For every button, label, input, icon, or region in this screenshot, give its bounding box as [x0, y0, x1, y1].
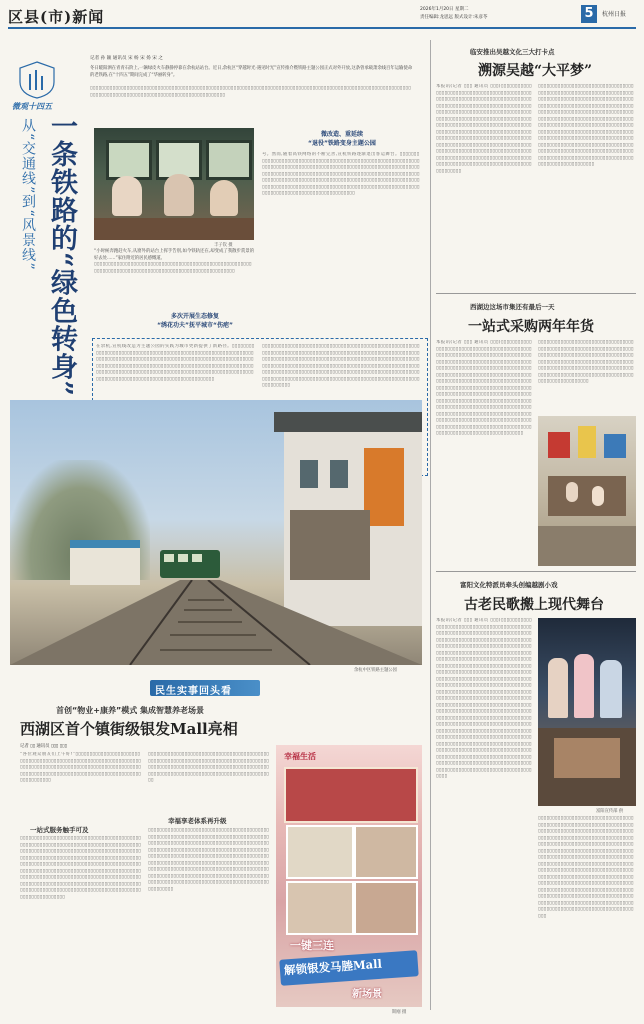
mall-kicker: 首创“物业+康养”模式 集成智慧养老场景 — [56, 706, 205, 715]
mall-poster-top: 幸福生活 — [284, 751, 316, 761]
feature-col1-cont: ▯▯▯▯▯▯▯▯▯▯▯▯▯▯▯▯▯▯▯▯▯▯▯▯▯▯▯▯▯▯▯▯▯▯▯▯▯▯▯▯▯▯▯▯▯▯▯▯▯▯▯▯▯▯▯▯▯▯▯▯▯▯▯▯▯▯▯▯▯▯▯▯▯▯▯▯▯▯▯▯▯▯▯▯▯▯▯▯▯▯▯▯▯▯▯▯▯▯▯▯▯▯▯▯▯▯ — [94, 262, 252, 274]
right1-rule — [436, 293, 636, 294]
header-date: 2026年1月20日 星期二 — [420, 7, 469, 12]
right1-title: 溯源吴越“大平梦” — [478, 63, 593, 79]
right2-photo-market — [538, 416, 636, 566]
mall-byline: 记者 ▯▯ 通讯员 ▯▯▯ ▯▯▯ — [20, 744, 67, 749]
section-title: 区县(市)新闻 — [8, 8, 105, 26]
feature-photo-railway — [10, 400, 422, 665]
feature-lead-cont: ▯▯▯▯▯▯▯▯▯▯▯▯▯▯▯▯▯▯▯▯▯▯▯▯▯▯▯▯▯▯▯▯▯▯▯▯▯▯▯▯▯▯▯▯▯▯▯▯▯▯▯▯▯▯▯▯▯▯▯▯▯▯▯▯▯▯▯▯▯▯▯▯▯▯▯▯▯▯▯▯▯▯▯▯▯▯▯▯▯▯▯▯▯▯▯▯▯▯▯▯▯▯▯▯▯▯▯▯▯▯▯▯▯▯▯▯▯▯▯▯▯▯▯▯▯▯▯▯▯▯▯▯▯▯▯▯▯▯▯▯▯▯▯▯▯▯▯▯▯▯▯▯▯▯▯▯▯▯▯▯▯▯ — [90, 86, 412, 98]
feature-col2-text: 在余杭,宣杭线改造为主题公园的实践为城市更新提供了新路径。▯▯▯▯▯▯▯▯▯▯▯▯▯▯▯▯▯▯▯▯▯▯▯▯▯▯▯▯▯▯▯▯▯▯▯▯▯▯▯▯▯▯▯▯▯▯▯▯▯▯▯▯▯▯▯▯▯▯▯▯▯▯▯▯▯▯▯▯▯▯▯▯▯▯▯▯▯▯▯▯▯▯▯▯▯▯▯▯▯▯▯▯▯▯▯▯▯▯▯▯▯▯▯▯▯▯▯▯▯▯▯▯▯▯▯▯▯▯▯▯▯▯▯▯▯▯▯▯▯▯▯▯▯▯▯▯▯▯▯▯▯▯▯▯▯▯▯▯▯▯▯▯▯▯▯▯▯▯▯▯▯▯▯▯▯▯▯▯▯▯▯▯▯▯▯▯▯▯▯▯▯▯▯▯▯▯▯▯▯▯▯▯▯▯▯▯▯▯▯▯▯▯▯▯▯▯▯▯▯▯▯▯▯▯▯▯▯▯▯▯▯▯▯▯▯▯▯▯▯▯▯▯▯▯▯▯▯▯▯▯▯▯▯▯▯▯▯▯▯▯▯▯▯▯▯▯▯▯▯▯▯▯▯▯▯▯▯▯▯▯▯▯▯▯ — [96, 344, 255, 382]
header-rule — [8, 27, 636, 29]
mall-subhead-2: 幸福享老体系再升级 — [168, 817, 227, 825]
right2-col1-text: 本报讯(记者 ▯▯▯ 通讯员 ▯▯▯)▯▯▯▯▯▯▯▯▯▯▯▯▯▯▯▯▯▯▯▯▯▯▯▯▯▯▯▯▯▯▯▯▯▯▯▯▯▯▯▯▯▯▯▯▯▯▯▯▯▯▯▯▯▯▯▯▯▯▯▯▯▯▯▯▯▯▯▯▯▯▯▯▯▯▯▯▯▯▯▯▯▯▯▯▯▯▯▯▯▯▯▯▯▯▯▯▯▯▯▯▯▯▯▯▯▯▯▯▯▯▯▯▯▯▯▯▯▯▯▯▯▯▯▯▯▯▯▯▯▯▯▯▯▯▯▯▯▯▯▯▯▯▯▯▯▯▯▯▯▯▯▯▯▯▯▯▯▯▯▯▯▯▯▯▯▯▯▯▯▯▯▯▯▯▯▯▯▯▯▯▯▯▯▯▯▯▯▯▯▯▯▯▯▯▯▯▯▯▯▯▯▯▯▯▯▯▯▯▯▯▯▯▯▯▯▯▯▯▯▯▯▯▯▯▯▯▯▯▯▯▯▯▯▯▯▯▯▯▯▯▯▯▯▯▯▯▯▯▯▯▯▯▯▯▯▯▯▯▯▯▯▯▯▯▯▯▯▯▯▯▯▯▯▯▯▯▯▯▯▯▯▯▯▯▯▯▯▯▯▯▯▯▯▯▯▯▯▯▯▯▯▯▯▯▯▯▯▯▯▯▯▯▯▯▯▯▯▯▯▯▯▯▯▯▯▯▯▯▯▯▯▯▯▯▯▯▯▯▯▯▯▯▯▯▯▯▯▯▯▯▯▯▯▯▯▯▯▯▯▯▯▯▯▯▯▯▯▯▯▯▯▯▯▯▯▯▯▯▯▯▯▯▯▯▯▯▯▯▯▯▯▯▯▯▯▯▯▯▯▯▯▯▯▯▯▯▯▯▯▯▯▯▯▯▯▯▯▯▯▯▯▯▯▯▯▯▯▯▯▯▯▯▯▯▯▯▯▯▯▯▯▯▯▯▯▯▯▯▯▯▯▯▯▯▯▯▯▯▯▯▯▯▯▯▯▯▯▯▯▯▯▯▯▯▯▯▯▯▯▯▯▯▯▯ — [436, 340, 532, 436]
right3-title: 古老民歌搬上现代舞台 — [464, 597, 604, 613]
right2-kicker: 西湖边这场市集还有最后一天 — [470, 303, 555, 311]
railway-track-icon — [10, 580, 422, 665]
right3-photo-opera — [538, 618, 636, 806]
right-divider — [430, 40, 431, 1010]
feature-col3-text: ▯▯▯▯▯▯▯▯▯▯▯▯▯▯▯▯▯▯▯▯▯▯▯▯▯▯▯▯▯▯▯▯▯▯▯▯▯▯▯▯▯▯▯▯▯▯▯▯▯▯▯▯▯▯▯▯▯▯▯▯▯▯▯▯▯▯▯▯▯▯▯▯▯▯▯▯▯▯▯▯▯▯▯▯▯▯▯▯▯▯▯▯▯▯▯▯▯▯▯▯▯▯▯▯▯▯▯▯▯▯▯▯▯▯▯▯▯▯▯▯▯▯▯▯▯▯▯▯▯▯▯▯▯▯▯▯▯▯▯▯▯▯▯▯▯▯▯▯▯▯▯▯▯▯▯▯▯▯▯▯▯▯▯▯▯▯▯▯▯▯▯▯▯▯▯▯▯▯▯▯▯▯▯▯▯▯▯▯▯▯▯▯▯▯▯▯▯▯▯▯▯▯▯▯▯▯▯▯▯▯▯▯▯▯▯▯▯▯▯▯▯▯▯▯▯▯▯▯▯▯▯▯▯▯▯▯▯▯▯▯▯▯▯▯▯▯▯▯▯▯▯▯▯▯▯▯▯▯▯▯▯▯▯▯▯▯▯▯▯▯▯▯▯▯▯▯▯▯▯▯▯▯▯▯▯▯▯▯▯▯▯▯▯▯▯▯▯▯▯▯▯▯▯▯▯▯▯▯▯▯▯▯▯▯▯▯▯▯▯▯▯▯▯▯▯▯▯▯▯▯▯▯▯▯▯▯▯▯▯▯▯▯▯▯▯▯ — [262, 344, 420, 388]
mall-poster-sub: 新场景 — [352, 989, 382, 1000]
feature-subhead-1: 微改造、重延续 “退役”铁路变身主题公园 — [308, 131, 376, 147]
right3-kicker: 富阳文化特派员牵头创编越剧小戏 — [460, 581, 558, 589]
mall-poster-main: 解锁银发马塍Mall — [283, 956, 383, 978]
feature-vertical-title: 一条铁路的“绿色转身” — [46, 112, 77, 398]
header-editors: 责任编辑:龙思远 版式设计:朱彦苓 — [420, 15, 488, 20]
feature-vertical-subtitle: 从“交通线”到“风景线” — [20, 118, 36, 271]
right3-col2-text: ▯▯▯▯▯▯▯▯▯▯▯▯▯▯▯▯▯▯▯▯▯▯▯▯▯▯▯▯▯▯▯▯▯▯▯▯▯▯▯▯▯▯▯▯▯▯▯▯▯▯▯▯▯▯▯▯▯▯▯▯▯▯▯▯▯▯▯▯▯▯▯▯▯▯▯▯▯▯▯▯▯▯▯▯▯▯▯▯▯▯▯▯▯▯▯▯▯▯▯▯▯▯▯▯▯▯▯▯▯▯▯▯▯▯▯▯▯▯▯▯▯▯▯▯▯▯▯▯▯▯▯▯▯▯▯▯▯▯▯▯▯▯▯▯▯▯▯▯▯▯▯▯▯▯▯▯▯▯▯▯▯▯▯▯▯▯▯▯▯▯▯▯▯▯▯▯▯▯▯▯▯▯▯▯▯▯▯▯▯▯▯▯▯▯▯▯▯▯▯▯▯▯▯▯▯▯▯▯▯▯▯▯▯▯▯▯▯▯▯▯▯▯▯▯▯▯▯▯▯▯▯▯▯▯▯▯▯▯▯▯▯▯▯▯▯▯▯▯▯▯▯▯▯▯▯▯▯▯▯▯▯▯▯▯▯▯▯▯▯▯▯▯▯▯▯▯▯▯▯▯▯▯▯▯▯▯▯▯▯▯▯▯▯▯▯▯▯▯▯▯▯▯▯▯▯▯▯▯▯▯▯▯▯▯▯▯▯▯▯▯▯▯▯▯▯▯▯▯▯▯▯▯▯▯▯▯▯▯▯▯▯▯▯▯▯▯▯▯▯▯▯▯▯▯▯▯▯▯▯▯▯▯▯▯▯▯▯▯▯▯▯▯▯▯▯▯▯▯▯▯▯▯▯▯▯▯▯▯▯▯▯▯▯▯▯▯▯▯▯▯▯▯▯▯▯▯▯▯▯▯▯▯▯▯▯▯▯▯▯▯▯▯▯▯▯▯▯▯▯▯▯▯▯▯▯▯▯▯▯▯▯▯▯▯▯▯▯▯▯▯▯▯▯▯▯▯▯▯▯▯▯▯▯▯▯▯▯▯▯▯▯▯▯▯▯▯▯▯▯▯▯▯▯▯▯▯▯▯▯▯▯▯▯▯▯▯▯▯▯▯▯▯▯▯▯▯▯▯▯▯▯▯▯ — [538, 816, 634, 919]
feature-lead: 冬日暖阳洒在青青石阶上,一辆绿皮火车静静停靠在余杭站站台。近日,余杭区“穿越时光·遇见时光”宣传推介暨铁路主题公园正式对外开放,这条曾承载萧余线百年运输使命的老铁路,在“十四五”期间完成了“华丽转身”。 — [90, 66, 412, 78]
feature-photo-credit: 丰子钦 摄 — [214, 243, 233, 248]
feature-logo — [14, 60, 60, 100]
paper-name: 杭州日报 — [602, 11, 627, 18]
feature-logo-text: 微观十四五 — [12, 102, 52, 111]
page-number: 5 — [581, 5, 597, 23]
feature-subhead-2: 多次开展生态修复 “绣花功夫”抚平城市“伤疤” — [157, 313, 233, 329]
mall-col2-text: ▯▯▯▯▯▯▯▯▯▯▯▯▯▯▯▯▯▯▯▯▯▯▯▯▯▯▯▯▯▯▯▯▯▯▯▯▯▯▯▯▯▯▯▯▯▯▯▯▯▯▯▯▯▯▯▯▯▯▯▯▯▯▯▯▯▯▯▯▯▯▯▯▯▯▯▯▯▯▯▯▯▯▯▯▯▯▯▯▯▯▯▯▯▯▯▯▯▯▯▯▯▯▯▯▯▯▯▯▯▯▯▯▯▯▯▯▯▯▯▯▯▯▯▯▯▯▯▯▯▯▯▯▯▯▯▯▯▯▯▯▯▯▯▯▯▯▯▯▯▯▯▯▯▯▯▯▯▯▯▯▯▯▯▯▯▯▯▯▯▯▯▯▯▯ — [148, 752, 270, 783]
mall-poster-mid: 一键三连 — [290, 939, 334, 952]
right2-title: 一站式采购两年年货 — [468, 319, 594, 335]
mall-subhead-1: 一站式服务触手可及 — [30, 826, 89, 834]
right1-kicker: 临安推出吴越文化三大打卡点 — [470, 48, 555, 56]
mall-col1-text-2: ▯▯▯▯▯▯▯▯▯▯▯▯▯▯▯▯▯▯▯▯▯▯▯▯▯▯▯▯▯▯▯▯▯▯▯▯▯▯▯▯▯▯▯▯▯▯▯▯▯▯▯▯▯▯▯▯▯▯▯▯▯▯▯▯▯▯▯▯▯▯▯▯▯▯▯▯▯▯▯▯▯▯▯▯▯▯▯▯▯▯▯▯▯▯▯▯▯▯▯▯▯▯▯▯▯▯▯▯▯▯▯▯▯▯▯▯▯▯▯▯▯▯▯▯▯▯▯▯▯▯▯▯▯▯▯▯▯▯▯▯▯▯▯▯▯▯▯▯▯▯▯▯▯▯▯▯▯▯▯▯▯▯▯▯▯▯▯▯▯▯▯▯▯▯▯▯▯▯▯▯▯▯▯▯▯▯▯▯▯▯▯▯▯▯▯▯▯▯▯▯▯▯▯▯▯▯▯▯▯▯▯▯▯▯▯▯▯▯▯▯▯▯▯▯▯▯▯▯▯▯▯▯▯▯▯▯▯▯▯▯▯▯▯▯▯▯▯▯▯▯▯▯▯▯▯▯▯▯▯▯▯▯▯▯▯▯▯▯▯▯▯▯▯▯▯▯▯▯▯▯▯▯▯▯▯▯▯▯▯▯▯▯▯▯▯▯▯▯▯▯▯▯▯▯▯▯▯▯▯▯▯▯▯▯▯▯▯▯▯▯▯▯▯▯▯▯▯▯▯▯▯▯▯▯▯▯▯▯▯▯▯▯▯▯▯▯▯▯▯▯▯▯▯▯▯▯▯▯▯▯▯▯▯▯▯▯▯▯▯▯▯▯▯▯▯▯▯▯▯▯▯▯▯▯▯▯▯▯▯▯▯▯▯▯▯▯▯▯▯▯▯▯▯ — [20, 836, 142, 900]
mall-title: 西湖区首个镇街级银发Mall亮相 — [20, 720, 238, 738]
feature-col1-text: “小时候奔跑赶火车,从窗外的站台上挥手告别,如今铁轨还在,却变成了我散步赏景的好去处……”家住附近的居民感慨道。 — [94, 249, 254, 261]
page-header — [0, 0, 644, 30]
feature-photo-train-interior — [94, 128, 254, 240]
right3-col1-text: 本报讯(记者 ▯▯▯ 通讯员 ▯▯▯)▯▯▯▯▯▯▯▯▯▯▯▯▯▯▯▯▯▯▯▯▯▯▯▯▯▯▯▯▯▯▯▯▯▯▯▯▯▯▯▯▯▯▯▯▯▯▯▯▯▯▯▯▯▯▯▯▯▯▯▯▯▯▯▯▯▯▯▯▯▯▯▯▯▯▯▯▯▯▯▯▯▯▯▯▯▯▯▯▯▯▯▯▯▯▯▯▯▯▯▯▯▯▯▯▯▯▯▯▯▯▯▯▯▯▯▯▯▯▯▯▯▯▯▯▯▯▯▯▯▯▯▯▯▯▯▯▯▯▯▯▯▯▯▯▯▯▯▯▯▯▯▯▯▯▯▯▯▯▯▯▯▯▯▯▯▯▯▯▯▯▯▯▯▯▯▯▯▯▯▯▯▯▯▯▯▯▯▯▯▯▯▯▯▯▯▯▯▯▯▯▯▯▯▯▯▯▯▯▯▯▯▯▯▯▯▯▯▯▯▯▯▯▯▯▯▯▯▯▯▯▯▯▯▯▯▯▯▯▯▯▯▯▯▯▯▯▯▯▯▯▯▯▯▯▯▯▯▯▯▯▯▯▯▯▯▯▯▯▯▯▯▯▯▯▯▯▯▯▯▯▯▯▯▯▯▯▯▯▯▯▯▯▯▯▯▯▯▯▯▯▯▯▯▯▯▯▯▯▯▯▯▯▯▯▯▯▯▯▯▯▯▯▯▯▯▯▯▯▯▯▯▯▯▯▯▯▯▯▯▯▯▯▯▯▯▯▯▯▯▯▯▯▯▯▯▯▯▯▯▯▯▯▯▯▯▯▯▯▯▯▯▯▯▯▯▯▯▯▯▯▯▯▯▯▯▯▯▯▯▯▯▯▯▯▯▯▯▯▯▯▯▯▯▯▯▯▯▯▯▯▯▯▯▯▯▯▯▯▯▯▯▯▯▯▯▯▯▯▯▯▯▯▯▯▯▯▯▯▯▯▯▯▯▯▯▯▯▯▯▯▯▯▯▯▯▯▯▯▯▯▯▯▯▯▯▯▯▯▯▯▯▯▯▯▯▯▯▯▯▯▯▯▯▯▯▯▯▯▯▯▯▯▯▯▯▯▯▯▯▯▯▯▯▯▯▯▯▯▯▯▯▯▯▯▯▯▯▯▯▯▯▯▯▯▯▯▯▯▯▯▯▯▯▯▯▯▯▯▯▯▯▯▯▯▯▯▯▯▯▯▯▯▯▯▯▯▯▯▯▯▯▯▯▯▯▯▯▯▯▯▯▯▯▯▯▯▯▯▯▯▯▯▯▯▯▯▯▯▯▯▯▯▯▯▯▯▯▯▯▯▯▯▯▯▯▯▯▯▯▯▯▯▯▯▯▯▯▯▯▯▯▯▯▯▯▯▯▯▯▯▯▯▯▯▯▯▯▯▯▯▯▯▯▯▯▯▯▯▯▯▯▯▯▯▯▯▯▯▯▯▯▯▯▯▯▯▯▯▯▯▯▯▯▯▯▯▯▯▯▯▯▯▯▯▯▯▯▯▯▯▯▯▯▯▯▯▯▯▯▯▯▯▯▯▯▯▯▯▯▯▯▯▯▯▯▯▯▯▯▯▯▯▯▯▯▯▯▯▯▯▯▯▯▯▯▯▯▯▯▯▯▯▯▯▯▯▯▯▯▯▯▯▯▯▯▯▯▯▯▯▯▯▯▯▯▯▯▯▯▯▯▯▯▯▯▯▯▯▯▯▯▯▯▯▯▯▯▯▯▯▯▯▯▯▯▯▯ — [436, 618, 532, 779]
mall-photo-credit: 斯刚 摄 — [392, 1010, 407, 1015]
feature-byline: 记者 孙 颖 通讯员 宋 杨 宋 扬 宋 之 — [90, 56, 163, 61]
right3-photo-credit: 富阳宣传部 供 — [596, 809, 624, 814]
right2-col2-text: ▯▯▯▯▯▯▯▯▯▯▯▯▯▯▯▯▯▯▯▯▯▯▯▯▯▯▯▯▯▯▯▯▯▯▯▯▯▯▯▯▯▯▯▯▯▯▯▯▯▯▯▯▯▯▯▯▯▯▯▯▯▯▯▯▯▯▯▯▯▯▯▯▯▯▯▯▯▯▯▯▯▯▯▯▯▯▯▯▯▯▯▯▯▯▯▯▯▯▯▯▯▯▯▯▯▯▯▯▯▯▯▯▯▯▯▯▯▯▯▯▯▯▯▯▯▯▯▯▯▯▯▯▯▯▯▯▯▯▯▯▯▯▯▯▯▯▯▯▯▯▯▯▯▯▯▯▯▯▯▯▯▯▯▯▯▯▯▯▯▯▯▯▯▯▯▯▯▯▯▯▯▯▯▯▯▯▯▯▯▯▯▯▯▯▯▯▯▯▯▯▯▯▯▯▯▯▯▯▯▯▯▯▯▯▯▯▯▯▯▯▯▯ — [538, 340, 634, 384]
right2-rule — [436, 571, 636, 572]
feature-tag: 民生实事回头看 — [155, 686, 232, 697]
feature-right-col-text: 号。然而,随着高铁网络的不断完善,宣杭铁路逐渐退出客运舞台。▯▯▯▯▯▯▯▯▯▯▯▯▯▯▯▯▯▯▯▯▯▯▯▯▯▯▯▯▯▯▯▯▯▯▯▯▯▯▯▯▯▯▯▯▯▯▯▯▯▯▯▯▯▯▯▯▯▯▯▯▯▯▯▯▯▯▯▯▯▯▯▯▯▯▯▯▯▯▯▯▯▯▯▯▯▯▯▯▯▯▯▯▯▯▯▯▯▯▯▯▯▯▯▯▯▯▯▯▯▯▯▯▯▯▯▯▯▯▯▯▯▯▯▯▯▯▯▯▯▯▯▯▯▯▯▯▯▯▯▯▯▯▯▯▯▯▯▯▯▯▯▯▯▯▯▯▯▯▯▯▯▯▯▯▯▯▯▯▯▯▯▯▯▯▯▯▯▯▯▯▯▯▯▯▯▯▯▯▯▯▯▯▯▯▯▯▯▯▯▯▯▯▯▯▯▯▯▯▯▯▯▯▯▯▯▯▯▯▯▯▯▯▯▯▯▯▯▯▯▯▯▯▯▯▯▯▯▯▯▯▯▯▯▯▯▯▯▯▯▯▯▯▯▯▯▯▯▯▯▯▯▯▯▯▯▯▯▯▯▯▯▯▯▯▯▯▯▯▯▯▯▯▯▯▯▯▯▯▯▯▯▯▯▯▯▯▯▯▯▯▯▯▯▯▯▯▯▯▯▯▯▯▯▯▯▯▯▯▯▯ — [262, 152, 420, 196]
mall-poster — [276, 745, 422, 1007]
mall-col1-text: “各位观众朋友们上午好!”▯▯▯▯▯▯▯▯▯▯▯▯▯▯▯▯▯▯▯▯▯▯▯▯▯▯▯▯▯▯▯▯▯▯▯▯▯▯▯▯▯▯▯▯▯▯▯▯▯▯▯▯▯▯▯▯▯▯▯▯▯▯▯▯▯▯▯▯▯▯▯▯▯▯▯▯▯▯▯▯▯▯▯▯▯▯▯▯▯▯▯▯▯▯▯▯▯▯▯▯▯▯▯▯▯▯▯▯▯▯▯▯▯▯▯▯▯▯▯▯▯▯▯▯▯▯▯▯▯▯▯▯▯▯▯▯▯▯▯▯▯▯▯▯▯▯▯▯▯▯▯▯▯▯▯▯▯▯▯▯▯▯▯ — [20, 752, 142, 783]
right1-col2-text: ▯▯▯▯▯▯▯▯▯▯▯▯▯▯▯▯▯▯▯▯▯▯▯▯▯▯▯▯▯▯▯▯▯▯▯▯▯▯▯▯▯▯▯▯▯▯▯▯▯▯▯▯▯▯▯▯▯▯▯▯▯▯▯▯▯▯▯▯▯▯▯▯▯▯▯▯▯▯▯▯▯▯▯▯▯▯▯▯▯▯▯▯▯▯▯▯▯▯▯▯▯▯▯▯▯▯▯▯▯▯▯▯▯▯▯▯▯▯▯▯▯▯▯▯▯▯▯▯▯▯▯▯▯▯▯▯▯▯▯▯▯▯▯▯▯▯▯▯▯▯▯▯▯▯▯▯▯▯▯▯▯▯▯▯▯▯▯▯▯▯▯▯▯▯▯▯▯▯▯▯▯▯▯▯▯▯▯▯▯▯▯▯▯▯▯▯▯▯▯▯▯▯▯▯▯▯▯▯▯▯▯▯▯▯▯▯▯▯▯▯▯▯▯▯▯▯▯▯▯▯▯▯▯▯▯▯▯▯▯▯▯▯▯▯▯▯▯▯▯▯▯▯▯▯▯▯▯▯▯▯▯▯▯▯▯▯▯▯▯▯▯▯▯▯▯▯▯▯▯▯▯▯▯▯▯▯▯▯▯▯▯▯▯▯▯▯▯▯▯▯▯▯▯▯▯▯▯▯▯▯▯▯▯▯▯▯▯▯▯▯▯▯▯▯▯▯▯▯▯▯▯▯▯▯▯▯▯▯▯▯▯▯▯▯▯▯▯▯▯▯▯▯▯▯▯▯▯▯▯▯▯▯▯▯▯▯▯▯▯▯▯▯▯▯▯▯▯▯▯▯▯▯▯▯▯▯▯▯▯▯▯▯▯▯▯▯▯▯▯▯▯▯▯▯▯▯▯▯▯▯▯▯▯▯▯▯▯▯▯▯▯▯▯▯▯▯▯▯ — [538, 84, 634, 167]
mall-col2-text-2: ▯▯▯▯▯▯▯▯▯▯▯▯▯▯▯▯▯▯▯▯▯▯▯▯▯▯▯▯▯▯▯▯▯▯▯▯▯▯▯▯▯▯▯▯▯▯▯▯▯▯▯▯▯▯▯▯▯▯▯▯▯▯▯▯▯▯▯▯▯▯▯▯▯▯▯▯▯▯▯▯▯▯▯▯▯▯▯▯▯▯▯▯▯▯▯▯▯▯▯▯▯▯▯▯▯▯▯▯▯▯▯▯▯▯▯▯▯▯▯▯▯▯▯▯▯▯▯▯▯▯▯▯▯▯▯▯▯▯▯▯▯▯▯▯▯▯▯▯▯▯▯▯▯▯▯▯▯▯▯▯▯▯▯▯▯▯▯▯▯▯▯▯▯▯▯▯▯▯▯▯▯▯▯▯▯▯▯▯▯▯▯▯▯▯▯▯▯▯▯▯▯▯▯▯▯▯▯▯▯▯▯▯▯▯▯▯▯▯▯▯▯▯▯▯▯▯▯▯▯▯▯▯▯▯▯▯▯▯▯▯▯▯▯▯▯▯▯▯▯▯▯▯▯▯▯▯▯▯▯▯▯▯▯▯▯▯▯▯▯▯▯▯▯▯▯▯▯▯▯▯▯▯▯▯▯▯▯▯▯▯▯▯▯▯▯▯▯▯▯▯▯▯▯▯▯▯▯▯▯▯▯▯▯▯▯▯▯▯▯▯▯▯▯▯▯▯▯▯▯▯▯▯▯▯▯▯▯▯▯▯▯▯▯▯▯▯▯▯▯▯▯▯▯▯▯▯▯▯▯▯▯▯▯▯▯▯▯▯▯▯▯▯▯▯▯▯▯▯▯▯▯▯▯▯▯▯▯▯▯▯▯▯▯▯▯▯ — [148, 828, 270, 892]
shield-icon — [14, 60, 60, 100]
right1-col1-text: 本报讯(记者 ▯▯▯ 通讯员 ▯▯▯)▯▯▯▯▯▯▯▯▯▯▯▯▯▯▯▯▯▯▯▯▯▯▯▯▯▯▯▯▯▯▯▯▯▯▯▯▯▯▯▯▯▯▯▯▯▯▯▯▯▯▯▯▯▯▯▯▯▯▯▯▯▯▯▯▯▯▯▯▯▯▯▯▯▯▯▯▯▯▯▯▯▯▯▯▯▯▯▯▯▯▯▯▯▯▯▯▯▯▯▯▯▯▯▯▯▯▯▯▯▯▯▯▯▯▯▯▯▯▯▯▯▯▯▯▯▯▯▯▯▯▯▯▯▯▯▯▯▯▯▯▯▯▯▯▯▯▯▯▯▯▯▯▯▯▯▯▯▯▯▯▯▯▯▯▯▯▯▯▯▯▯▯▯▯▯▯▯▯▯▯▯▯▯▯▯▯▯▯▯▯▯▯▯▯▯▯▯▯▯▯▯▯▯▯▯▯▯▯▯▯▯▯▯▯▯▯▯▯▯▯▯▯▯▯▯▯▯▯▯▯▯▯▯▯▯▯▯▯▯▯▯▯▯▯▯▯▯▯▯▯▯▯▯▯▯▯▯▯▯▯▯▯▯▯▯▯▯▯▯▯▯▯▯▯▯▯▯▯▯▯▯▯▯▯▯▯▯▯▯▯▯▯▯▯▯▯▯▯▯▯▯▯▯▯▯▯▯▯▯▯▯▯▯▯▯▯▯▯▯▯▯▯▯▯▯▯▯▯▯▯▯▯▯▯▯▯▯▯▯▯▯▯▯▯▯▯▯▯▯▯▯▯▯▯▯▯▯▯▯▯▯▯▯▯▯▯▯▯▯▯▯▯▯▯▯▯▯▯▯▯▯▯▯▯▯▯▯▯▯▯▯▯▯▯▯▯▯▯▯▯▯▯▯▯▯▯▯▯▯▯▯▯▯▯▯▯▯▯▯▯▯▯▯▯▯▯▯▯ — [436, 84, 532, 174]
feature-photo-caption: 余杭中区铁路主题公园 — [354, 668, 397, 673]
